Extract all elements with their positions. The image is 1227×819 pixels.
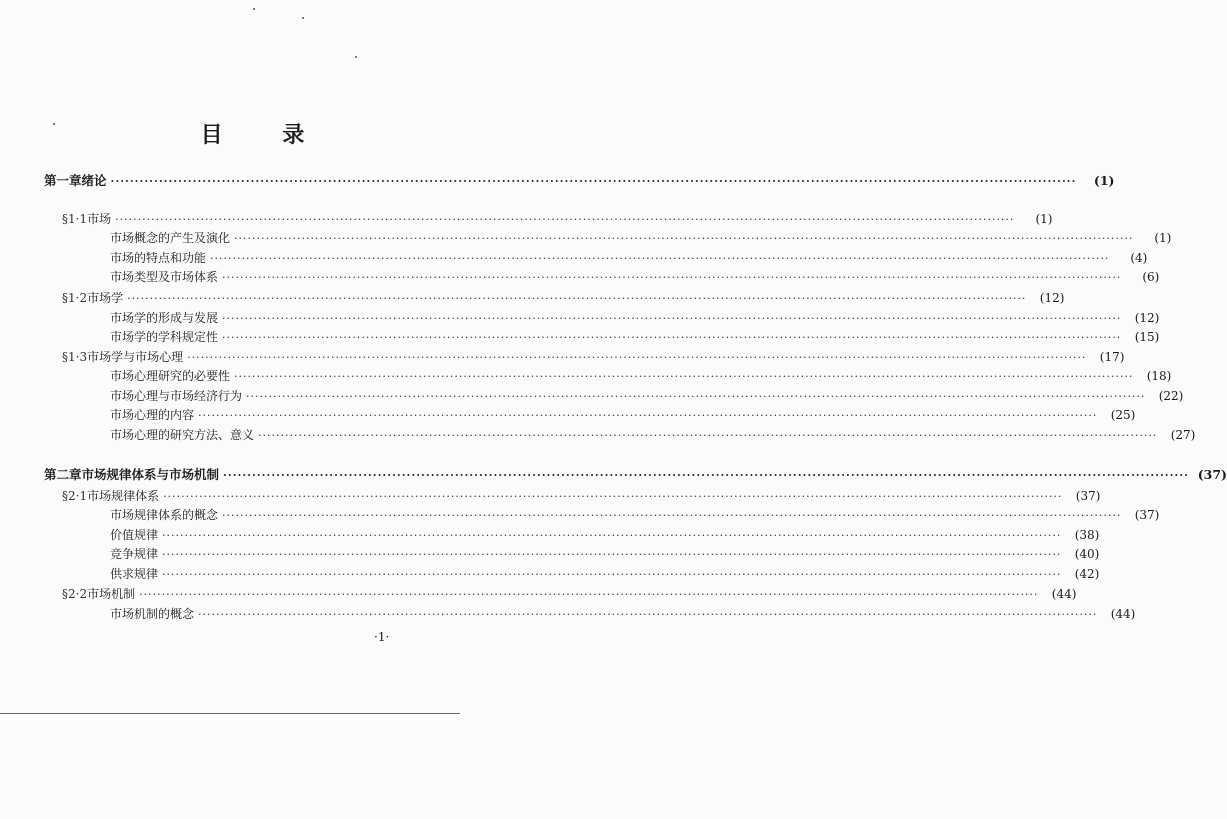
bottom-rule <box>0 713 460 714</box>
toc-chapter-row[interactable] <box>44 172 1115 191</box>
dot-leader: ········································································································································································································ <box>127 292 1027 305</box>
entry-page: (18) <box>1146 369 1172 383</box>
scan-speck <box>253 8 255 10</box>
toc-subsection-row[interactable] <box>110 328 1160 347</box>
entry-page: (15) <box>1134 330 1160 344</box>
dot-leader: ········································································································································································································ <box>258 429 1158 442</box>
dot-leader: ········································································································································································································ <box>110 175 1077 188</box>
dot-leader: ········································································································································································································ <box>139 588 1039 601</box>
dot-leader: ········································································································································································································ <box>234 370 1134 383</box>
entry-page: (37) <box>1197 467 1227 482</box>
scan-speck <box>355 56 357 58</box>
toc-subsection-row[interactable] <box>110 426 1196 445</box>
entry-title: 价值规律 <box>110 528 159 542</box>
entry-title: 市场机制 <box>87 587 136 601</box>
dot-leader: ········································································································································································································ <box>162 568 1062 581</box>
entry-page: (4) <box>1130 251 1148 265</box>
toc-chapter-row[interactable] <box>44 466 1227 485</box>
dot-leader: ········································································································································································································ <box>115 213 1015 226</box>
dot-leader: ········································································································································································································ <box>163 490 1063 503</box>
dot-leader: ········································································································································································································ <box>162 548 1062 561</box>
toc-subsection-row[interactable] <box>110 506 1160 525</box>
entry-page: (12) <box>1134 311 1160 325</box>
entry-title: 市场规律体系 <box>87 489 160 503</box>
toc-subsection-row[interactable] <box>110 367 1172 386</box>
entry-title: 市场规律体系与市场机制 <box>81 467 220 482</box>
toc-section-row[interactable] <box>62 210 1053 229</box>
entry-page: (12) <box>1039 291 1065 305</box>
entry-title: 市场机制的概念 <box>110 607 195 621</box>
toc-subsection-row[interactable] <box>110 406 1136 425</box>
dot-leader: ········································································································································································································ <box>223 469 1189 482</box>
scan-speck <box>302 17 304 19</box>
dot-leader: ········································································································································································································ <box>198 409 1098 422</box>
page-number: ·1· <box>374 630 390 644</box>
toc-subsection-row[interactable] <box>110 249 1148 268</box>
toc-section-row[interactable] <box>62 487 1101 506</box>
dot-leader: ········································································································································································································ <box>222 331 1122 344</box>
entry-title: 市场心理研究的必要性 <box>110 369 231 383</box>
dot-leader: ········································································································································································································ <box>187 351 1087 364</box>
page-title: 目 录 <box>200 122 331 148</box>
entry-page: (44) <box>1051 587 1077 601</box>
toc-subsection-row[interactable] <box>110 526 1100 545</box>
dot-leader: ········································································································································································································ <box>246 390 1146 403</box>
dot-leader: ········································································································································································································ <box>162 529 1062 542</box>
section-number: §2·2 <box>62 587 88 601</box>
entry-title: 市场学 <box>87 291 124 305</box>
entry-page: (42) <box>1074 567 1100 581</box>
toc-subsection-row[interactable] <box>110 268 1160 287</box>
dot-leader: ········································································································································································································ <box>222 509 1122 522</box>
dot-leader: ········································································································································································································ <box>222 312 1122 325</box>
entry-page: (25) <box>1110 408 1136 422</box>
toc-section-row[interactable] <box>62 289 1065 308</box>
entry-page: (37) <box>1134 508 1160 522</box>
section-number: §1·3 <box>62 350 88 364</box>
entry-page: (27) <box>1170 428 1196 442</box>
entry-title: 市场学的学科规定性 <box>110 330 219 344</box>
entry-title: 市场心理的内容 <box>110 408 195 422</box>
entry-page: (44) <box>1110 607 1136 621</box>
toc-subsection-row[interactable] <box>110 309 1160 328</box>
entry-title: 市场学的形成与发展 <box>110 311 219 325</box>
entry-page: (38) <box>1074 528 1100 542</box>
toc-subsection-row[interactable] <box>110 565 1100 584</box>
entry-title: 市场 <box>87 212 112 226</box>
entry-title: 竞争规律 <box>110 547 159 561</box>
toc-section-row[interactable] <box>62 348 1125 367</box>
entry-title: 市场心理与市场经济行为 <box>110 389 243 403</box>
toc-subsection-row[interactable] <box>110 387 1184 406</box>
toc-subsection-row[interactable] <box>110 545 1100 564</box>
entry-title: 市场规律体系的概念 <box>110 508 219 522</box>
entry-title: 市场概念的产生及演化 <box>110 231 231 245</box>
chapter-label: 第一章 <box>44 173 82 188</box>
entry-page: (37) <box>1075 489 1101 503</box>
entry-page: (1) <box>1093 173 1115 188</box>
entry-title: 市场类型及市场体系 <box>110 270 219 284</box>
entry-title: 供求规律 <box>110 567 159 581</box>
entry-page: (1) <box>1035 212 1053 226</box>
entry-page: (40) <box>1074 547 1100 561</box>
toc-subsection-row[interactable] <box>110 229 1172 248</box>
entry-title: 市场学与市场心理 <box>87 350 184 364</box>
entry-page: (1) <box>1154 231 1172 245</box>
entry-title: 市场心理的研究方法、意义 <box>110 428 255 442</box>
section-number: §1·2 <box>62 291 88 305</box>
section-number: §2·1 <box>62 489 88 503</box>
toc-subsection-row[interactable] <box>110 605 1136 624</box>
entry-page: (6) <box>1142 270 1160 284</box>
entry-title: 市场的特点和功能 <box>110 251 207 265</box>
entry-title: 绪论 <box>81 173 107 188</box>
toc-section-row[interactable] <box>62 585 1077 604</box>
entry-page: (17) <box>1099 350 1125 364</box>
entry-page: (22) <box>1158 389 1184 403</box>
dot-leader: ········································································································································································································ <box>210 252 1110 265</box>
dot-leader: ········································································································································································································ <box>222 271 1122 284</box>
dot-leader: ········································································································································································································ <box>234 232 1134 245</box>
section-number: §1·1 <box>62 212 88 226</box>
chapter-label: 第二章 <box>44 467 82 482</box>
dot-leader: ········································································································································································································ <box>198 608 1098 621</box>
